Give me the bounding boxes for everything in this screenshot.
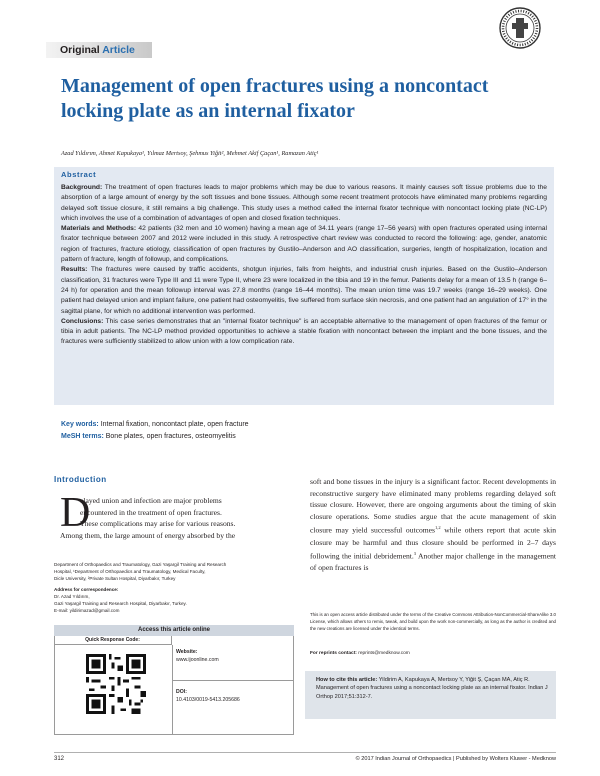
abstract-body xyxy=(61,183,547,348)
intro-line: elayed union and infection are major problems xyxy=(80,496,222,505)
background-label: Background: xyxy=(61,184,103,191)
access-box-divider xyxy=(172,645,173,735)
intro-paragraph xyxy=(310,476,556,574)
citation-ref[interactable]: 3 xyxy=(413,551,416,557)
footer-copyright: © 2017 Indian Journal of Orthopaedics | Published by Wolters Kluwer - Medknow xyxy=(355,756,556,762)
abstract-background xyxy=(61,183,547,224)
mesh-line xyxy=(61,433,551,440)
title-line-2: locking plate as an internal fixator xyxy=(61,100,355,122)
access-box-divider xyxy=(172,680,294,681)
article-type-tag xyxy=(46,42,152,58)
footer-rule xyxy=(54,752,556,753)
intro-line: Among them, the large amount of energy absorbed by the xyxy=(60,530,236,540)
intro-column-2 xyxy=(310,476,556,574)
abstract-heading: Abstract xyxy=(61,170,97,179)
intro-column-1 xyxy=(60,495,292,541)
license-note: This is an open access article distributed under the terms of the Creative Commons Attribution-NonCommercial-ShareAlike 3.0 License, which allows others to remix, tweak, and build upon the work non-commercially, as long as the author is credited and the new creations are licensed under the identical terms. xyxy=(310,612,556,631)
tag-word-original: Original xyxy=(60,44,100,56)
correspondence-email[interactable]: E-mail: yildirimazad@gmail.com xyxy=(54,608,120,613)
doi-link[interactable]: 10.4103/0019-5413.205686 xyxy=(176,697,240,703)
qr-label: Quick Response Code: xyxy=(54,636,172,645)
affiliation-line: Hospital, ¹Department of Orthopaedics and Traumatology, Medical Faculty, xyxy=(54,569,206,574)
correspondence-name: Dr. Azad Yıldırım, xyxy=(54,594,90,599)
background-text: The treatment of open fractures leads to major problems which may be due to various reasons. It mainly causes soft tissue problems due to the absorption of a large amount of energy by the soft tissues and bone tissues. Although some recent treatment protocols have eliminated many problems regarding delayed soft tissue closure, it still remains a big challenge. This study uses a method called the internal fixator technique with noncontact locking plate (NC-LP) which involves the use of a combination of advantages of open and closed fixation techniques. xyxy=(61,184,547,222)
access-box-title: Access this article online xyxy=(54,625,294,636)
title-line-1: Management of open fractures using a noncontact xyxy=(61,75,489,97)
affiliations xyxy=(54,561,294,614)
website-link[interactable]: www.ijoonline.com xyxy=(176,657,219,663)
results-text: The fractures were caused by traffic accidents, shotgun injuries, falls from heights, and industrial crush injuries. Based on the Gustilo–Anderson classification, 31 fractures were Type III and 11 were Type II, where 23 were localized in the tibia and 19 in the femur. Patients delay for a mean of 13.5 h (range 6–24 h) for operation and the mean followup interval was 27.8 months (range 16–44 months). The mean union time was 19.7 weeks (range 16–29 weeks). One patient had delayed union and implant failure, one patient had osteomyelitis, five suffered from surface skin necrosis, and one patient had an angulation of 17° in the sagittal plane, for which no additional intervention was performed. xyxy=(61,266,547,315)
reprint-email[interactable]: reprints@medknow.com xyxy=(358,651,410,656)
reprint-label: For reprints contact: xyxy=(310,651,357,656)
mesh-label: MeSH terms: xyxy=(61,433,104,440)
cite-text-block xyxy=(316,676,548,701)
conclusions-label: Conclusions: xyxy=(61,317,104,325)
abstract-results xyxy=(61,265,547,316)
intro-text: Another major challenge in the management of open fractures is xyxy=(310,551,556,573)
author-list: Azad Yıldırım, Ahmet Kapukaya¹, Yılmaz Mertsoy, Şehmus Yiğit², Mehmet Akif Çaçan¹, Ramazan Atiç¹ xyxy=(61,150,319,157)
intro-text: soft and bone tissues in the injury is a significant factor. Recent developments in reconstructive surgery have eliminated many problems regarding delayed soft tissue closure. However, there are ongoing arguments about the timing of skin closure operations. Some studies argue that the acute management of skin closure may yield successful outcomes xyxy=(310,477,556,535)
conclusions-text: This case series demonstrates that an "internal fixator technique" is an acceptable alternative to the management of open fractures of the femur or tibia in adult patients. The NC-LP method provided opportunities to achieve a stable fixation with noncontact between the implant and the bone tissues, and the fractures were sufficiently stabilized to allow union with a low complication rate. xyxy=(61,317,547,346)
journal-seal-icon xyxy=(498,6,542,50)
intro-text: while others report that acute skin closure may be harmful and thus closure should be performed in 2–7 days following the initial debridement. xyxy=(310,525,556,561)
methods-text: 42 patients (32 men and 10 women) having a mean age of 34.11 years (range 17–56 years) with open fractures operated using internal fixator technique between 2007 and 2012 were included in this study. A retrospective chart review was conducted to record the following: age, gender, anatomic region of fractures, fracture etiology, classification of open fractures by Gustilo–Anderson and AO classification, surgeries, length of hospitalization, location and pattern of fracture, length of followup, and complications. xyxy=(61,225,548,264)
website-label: Website: xyxy=(176,649,198,655)
reprint-line xyxy=(310,651,410,656)
intro-line: encountered in the treatment of open fractures. xyxy=(80,507,222,517)
results-label: Results: xyxy=(61,266,88,274)
abstract-methods xyxy=(61,224,547,265)
keywords-label: Key words: xyxy=(61,421,99,428)
intro-line: These complications may arise for various reasons. xyxy=(80,519,236,529)
correspondence-label: Address for correspondence: xyxy=(54,587,119,592)
cite-reference: Yildirim A, Kapukaya A, Mertsoy Y, Yiğit Ş, Çaçan MA, Atiç R. Management of open fractures using a noncontact locking plate as an internal fixator. Indian J Orthop 2017;51:312-7. xyxy=(316,677,548,700)
introduction-heading: Introduction xyxy=(54,475,107,484)
doi-label: DOI: xyxy=(176,689,187,695)
keywords-text: Internal fixation, noncontact plate, open fracture xyxy=(100,421,249,428)
keywords-line xyxy=(61,421,551,428)
affiliation-line: Dicle University, ²Private Sultan Hospital, Diyarbakır, Turkey xyxy=(54,576,176,581)
correspondence-address: Gazi Yaşargil Training and Research Hospital, Diyarbakır, Turkey. xyxy=(54,601,187,606)
article-title xyxy=(61,74,581,124)
doi-block xyxy=(176,688,240,704)
intro-dropcap: D xyxy=(60,490,91,536)
cite-label: How to cite this article: xyxy=(316,677,378,683)
website-block xyxy=(176,648,219,664)
citation-ref[interactable]: 1,2 xyxy=(435,525,441,531)
methods-label: Materials and Methods: xyxy=(61,225,137,233)
qr-code-icon[interactable] xyxy=(86,654,146,714)
mesh-text: Bone plates, open fractures, osteomyelitis xyxy=(105,433,236,440)
page-number: 312 xyxy=(54,756,65,762)
abstract-conclusions xyxy=(61,317,547,348)
affiliation-line: Department of Orthopaedics and Traumatology, Gazi Yaşargil Training and Research xyxy=(54,562,227,567)
tag-word-article: Article xyxy=(102,44,135,56)
